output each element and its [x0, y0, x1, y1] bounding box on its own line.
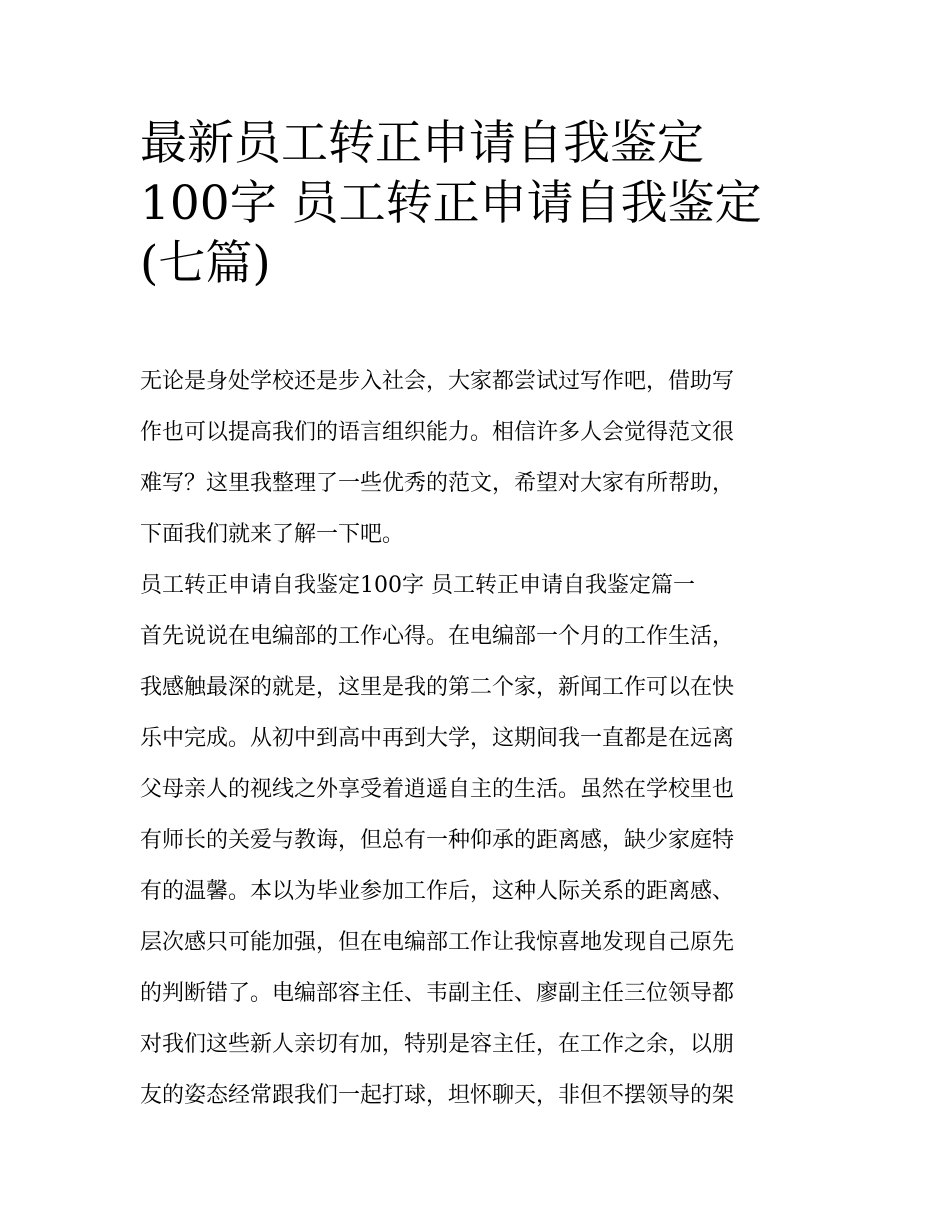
- title-line: 100字 员工转正申请自我鉴定: [140, 176, 762, 231]
- body-line: 友的姿态经常跟我们一起打球，坦怀聊天，非但不摆领导的架: [140, 1083, 735, 1108]
- body-line: 难写？这里我整理了一些优秀的范文，希望对大家有所帮助，: [140, 471, 735, 496]
- document-title: [140, 114, 820, 294]
- body-line: 有的温馨。本以为毕业参加工作后，这种人际关系的距离感、: [140, 879, 735, 904]
- body-line: 作也可以提高我们的语言组织能力。相信许多人会觉得范文很: [140, 420, 735, 445]
- body-line: 我感触最深的就是，这里是我的第二个家，新闻工作可以在快: [140, 675, 735, 700]
- title-line: 最新员工转正申请自我鉴定: [140, 116, 704, 171]
- body-line: 的判断错了。电编部容主任、韦副主任、廖副主任三位领导都: [140, 981, 735, 1006]
- body-line: 层次感只可能加强，但在电编部工作让我惊喜地发现自己原先: [140, 930, 735, 955]
- body-line: 乐中完成。从初中到高中再到大学，这期间我一直都是在远离: [140, 726, 735, 751]
- section-heading: 员工转正申请自我鉴定100字 员工转正申请自我鉴定篇一: [140, 573, 695, 598]
- body-line: 下面我们就来了解一下吧。: [140, 522, 405, 547]
- document-body: [140, 356, 820, 1121]
- body-line: 首先说说在电编部的工作心得。在电编部一个月的工作生活，: [140, 624, 735, 649]
- body-line: 对我们这些新人亲切有加，特别是容主任，在工作之余，以朋: [140, 1032, 735, 1057]
- body-line: 父母亲人的视线之外享受着逍遥自主的生活。虽然在学校里也: [140, 777, 735, 802]
- title-line: (七篇): [140, 236, 271, 291]
- body-line: 有师长的关爱与教诲，但总有一种仰承的距离感，缺少家庭特: [140, 828, 735, 853]
- body-line: 无论是身处学校还是步入社会，大家都尝试过写作吧，借助写: [140, 369, 735, 394]
